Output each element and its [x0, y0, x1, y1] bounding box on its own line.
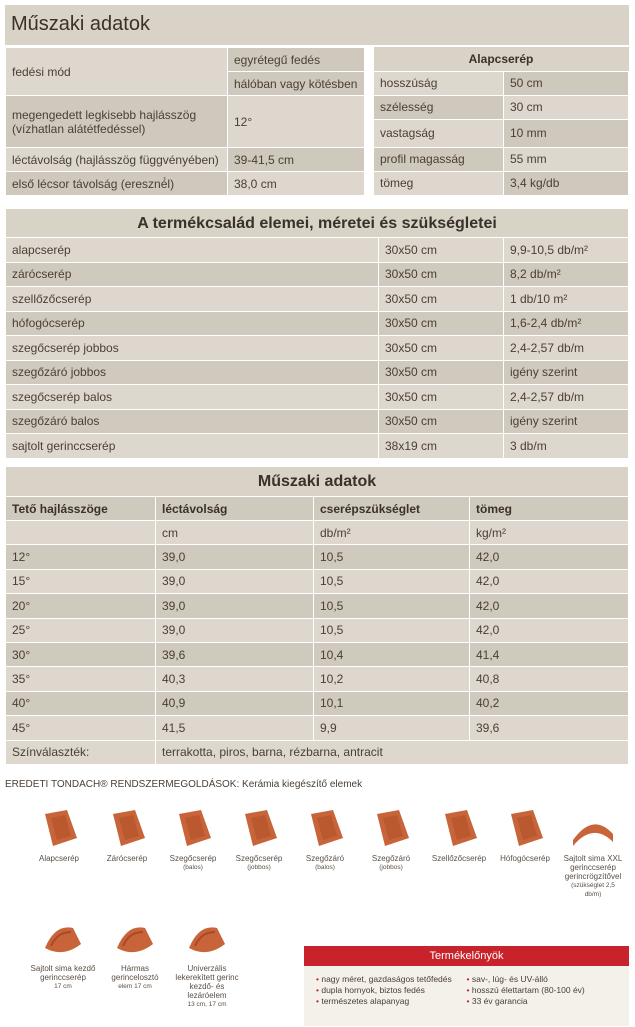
roof-tile-icon — [303, 808, 347, 848]
color-label: Színválaszték: — [6, 740, 156, 764]
tech-cell: 10,4 — [314, 642, 470, 666]
family-title: A termékcsalád elemei, méretei és szükségletei — [6, 209, 629, 239]
roof-tile-icon — [113, 918, 157, 958]
element-name: zárócserép — [6, 262, 379, 287]
tech-header: Tető hajlásszöge — [6, 497, 156, 521]
accessory-name: Szellőzőcserép — [431, 854, 487, 863]
tech-cell: 41,5 — [156, 716, 314, 740]
spec-table-right — [373, 47, 629, 196]
tech-table — [5, 466, 629, 765]
tech-header: léctávolság — [156, 497, 314, 521]
table-row — [6, 545, 629, 569]
accessory-name: Sajtolt sima kezdő gerinccserép — [30, 964, 96, 982]
spec-label: fedési mód — [6, 48, 228, 96]
accessory-sub: (szükséglet 2,5 db/m) — [571, 882, 615, 898]
accessory-sub: (balos) — [183, 864, 203, 871]
tech-cell: 10,5 — [314, 594, 470, 618]
tech-cell: 40,2 — [470, 691, 629, 715]
element-name: szegőcserép balos — [6, 385, 379, 410]
spec-label: léctávolság (hajlásszög függvényében) — [6, 148, 228, 172]
spec-value: hálóban vagy kötésben — [228, 72, 365, 96]
benefit-item: • nagy méret, gazdaságos tetőfedés — [316, 974, 467, 985]
tech-cell: 40,9 — [156, 691, 314, 715]
table-row — [6, 691, 629, 715]
element-name: hófogócserép — [6, 311, 379, 336]
spec-value: egyrétegű fedés — [228, 48, 365, 72]
tech-cell: 25° — [6, 618, 156, 642]
accessory-item — [562, 808, 624, 899]
benefits-list-1 — [316, 974, 467, 1007]
element-need: 8,2 db/m² — [504, 262, 629, 287]
accessory-item — [294, 808, 356, 872]
element-size: 30x50 cm — [379, 385, 504, 410]
element-need: 3 db/m — [504, 434, 629, 459]
family-rows — [5, 237, 629, 459]
spec-value: 10 mm — [504, 119, 629, 147]
tech-cell: 9,9 — [314, 716, 470, 740]
element-size: 30x50 cm — [379, 409, 504, 434]
table-row — [6, 716, 629, 740]
table-row — [6, 336, 629, 361]
element-size: 30x50 cm — [379, 287, 504, 312]
spec-label: vastagság — [374, 119, 504, 147]
element-name: sajtolt gerinccserép — [6, 434, 379, 459]
benefits-title: Termékelőnyök — [304, 946, 629, 966]
element-name: alapcserép — [6, 238, 379, 263]
element-name: szegőzáró jobbos — [6, 360, 379, 385]
accessory-sub: (jobbos) — [247, 864, 271, 871]
accessory-sub: (jobbos) — [379, 864, 403, 871]
accessory-item — [360, 808, 422, 872]
roof-tile-icon — [369, 808, 413, 848]
element-need: 1,6-2,4 db/m² — [504, 311, 629, 336]
roof-tile-icon — [503, 808, 547, 848]
table-row — [6, 385, 629, 410]
spec-right-title: Alapcserép — [374, 47, 629, 71]
benefit-item: • 33 év garancia — [467, 996, 618, 1007]
spec-value: 38,0 cm — [228, 172, 365, 196]
tech-cell: 42,0 — [470, 545, 629, 569]
accessory-item — [28, 918, 98, 991]
spec-label: hosszúság — [374, 71, 504, 95]
accessory-name: Hármas gerincelosztó — [111, 964, 159, 982]
accessories-label: EREDETI TONDACH® RENDSZERMEGOLDÁSOK: Kerámia kiegészítő elemek — [5, 779, 363, 790]
element-need: 2,4-2,57 db/m — [504, 336, 629, 361]
element-need: 1 db/10 m² — [504, 287, 629, 312]
benefits-list-2 — [467, 974, 618, 1007]
element-need: 9,9-10,5 db/m² — [504, 238, 629, 263]
accessory-name: Zárócserép — [106, 854, 148, 863]
tech-unit: kg/m² — [470, 521, 629, 545]
table-row — [6, 238, 629, 263]
element-name: szellőzőcserép — [6, 287, 379, 312]
tech-cell: 10,1 — [314, 691, 470, 715]
roof-tile-icon — [237, 808, 281, 848]
page-title: Műszaki adatok — [5, 5, 629, 45]
tech-cell: 39,0 — [156, 594, 314, 618]
tech-unit: cm — [156, 521, 314, 545]
accessory-sub: elem 17 cm — [118, 983, 152, 990]
accessory-name: Szegőcserép — [169, 854, 217, 863]
element-size: 38x19 cm — [379, 434, 504, 459]
roof-tile-icon — [571, 808, 615, 848]
tech-cell: 12° — [6, 545, 156, 569]
accessory-sub: 17 cm — [54, 983, 72, 990]
element-size: 30x50 cm — [379, 360, 504, 385]
table-row — [6, 262, 629, 287]
accessory-sub: 13 cm, 17 cm — [187, 1001, 227, 1008]
tech-cell: 45° — [6, 716, 156, 740]
roof-tile-icon — [437, 808, 481, 848]
table-row — [6, 360, 629, 385]
tech-cell: 30° — [6, 642, 156, 666]
element-size: 30x50 cm — [379, 262, 504, 287]
tech-cell: 40° — [6, 691, 156, 715]
element-need: 2,4-2,57 db/m — [504, 385, 629, 410]
tech-cell: 39,0 — [156, 569, 314, 593]
roof-tile-icon — [171, 808, 215, 848]
accessory-name: Alapcserép — [38, 854, 80, 863]
accessory-name: Hófogócserép — [500, 854, 550, 863]
tech-cell: 10,5 — [314, 569, 470, 593]
table-row — [6, 287, 629, 312]
roof-tile-icon — [185, 918, 229, 958]
accessory-sub: (balos) — [315, 864, 335, 871]
table-row — [6, 618, 629, 642]
spec-value: 55 mm — [504, 147, 629, 171]
spec-label: első lécsor távolság (ereszné́l) — [6, 172, 228, 196]
element-size: 30x50 cm — [379, 336, 504, 361]
tech-cell: 15° — [6, 569, 156, 593]
spec-value: 50 cm — [504, 71, 629, 95]
tech-cell: 42,0 — [470, 618, 629, 642]
table-row — [6, 667, 629, 691]
element-need: igény szerint — [504, 409, 629, 434]
accessory-name: Sajtolt sima XXL gerinccserép gerincrögzítővel — [563, 854, 623, 881]
tech-cell: 42,0 — [470, 594, 629, 618]
table-row — [6, 311, 629, 336]
spec-label: profil magasság — [374, 147, 504, 171]
accessory-name: Szegőzáró — [305, 854, 345, 863]
table-row — [6, 409, 629, 434]
table-row — [6, 569, 629, 593]
tech-title: Műszaki adatok — [6, 467, 629, 497]
element-name: szegőzáró balos — [6, 409, 379, 434]
tech-cell: 35° — [6, 667, 156, 691]
spec-table-left — [5, 47, 365, 196]
benefit-item: • hosszú élettartam (80-100 év) — [467, 985, 618, 996]
table-row — [6, 594, 629, 618]
accessory-item — [162, 808, 224, 872]
benefit-item: • sav-, lúg- és UV-álló — [467, 974, 618, 985]
accessory-item — [100, 918, 170, 991]
accessory-item — [228, 808, 290, 872]
tech-unit — [6, 521, 156, 545]
tech-cell: 10,5 — [314, 545, 470, 569]
tech-header: tömeg — [470, 497, 629, 521]
tech-header: cserépszükséglet — [314, 497, 470, 521]
tech-cell: 39,6 — [156, 642, 314, 666]
tech-cell: 10,5 — [314, 618, 470, 642]
element-name: szegőcserép jobbos — [6, 336, 379, 361]
benefits-box — [304, 946, 629, 1026]
benefit-item: • természetes alapanyag — [316, 996, 467, 1007]
element-need: igény szerint — [504, 360, 629, 385]
tech-cell: 10,2 — [314, 667, 470, 691]
spec-label: tömeg — [374, 171, 504, 195]
benefit-item: • dupla hornyok, biztos fedés — [316, 985, 467, 996]
color-values: terrakotta, piros, barna, rézbarna, antracit — [156, 740, 629, 764]
spec-value: 3,4 kg/db — [504, 171, 629, 195]
accessory-item — [428, 808, 490, 863]
tech-cell: 40,8 — [470, 667, 629, 691]
accessory-name: Szegőcserép — [235, 854, 283, 863]
element-size: 30x50 cm — [379, 238, 504, 263]
tech-cell: 39,6 — [470, 716, 629, 740]
family-table — [5, 208, 629, 239]
table-row — [6, 434, 629, 459]
accessory-name: Szegőzáró — [371, 854, 411, 863]
tech-cell: 41,4 — [470, 642, 629, 666]
accessory-item — [494, 808, 556, 863]
spec-value: 30 cm — [504, 95, 629, 119]
table-row — [6, 642, 629, 666]
accessory-item — [28, 808, 90, 863]
spec-label: szélesség — [374, 95, 504, 119]
spec-value: 39-41,5 cm — [228, 148, 365, 172]
tech-cell: 42,0 — [470, 569, 629, 593]
tech-cell: 20° — [6, 594, 156, 618]
spec-label: megengedett legkisebb hajlásszög (vízhatlan alátétfedéssel) — [6, 96, 228, 148]
tech-cell: 39,0 — [156, 618, 314, 642]
accessory-item — [172, 918, 242, 1009]
accessory-name: Univerzális lekerekített gerinc kezdő- és lezáróelem — [175, 964, 239, 1000]
roof-tile-icon — [41, 918, 85, 958]
tech-cell: 39,0 — [156, 545, 314, 569]
spec-value: 12° — [228, 96, 365, 148]
tech-cell: 40,3 — [156, 667, 314, 691]
roof-tile-icon — [37, 808, 81, 848]
tech-unit: db/m² — [314, 521, 470, 545]
element-size: 30x50 cm — [379, 311, 504, 336]
accessory-item — [96, 808, 158, 863]
roof-tile-icon — [105, 808, 149, 848]
